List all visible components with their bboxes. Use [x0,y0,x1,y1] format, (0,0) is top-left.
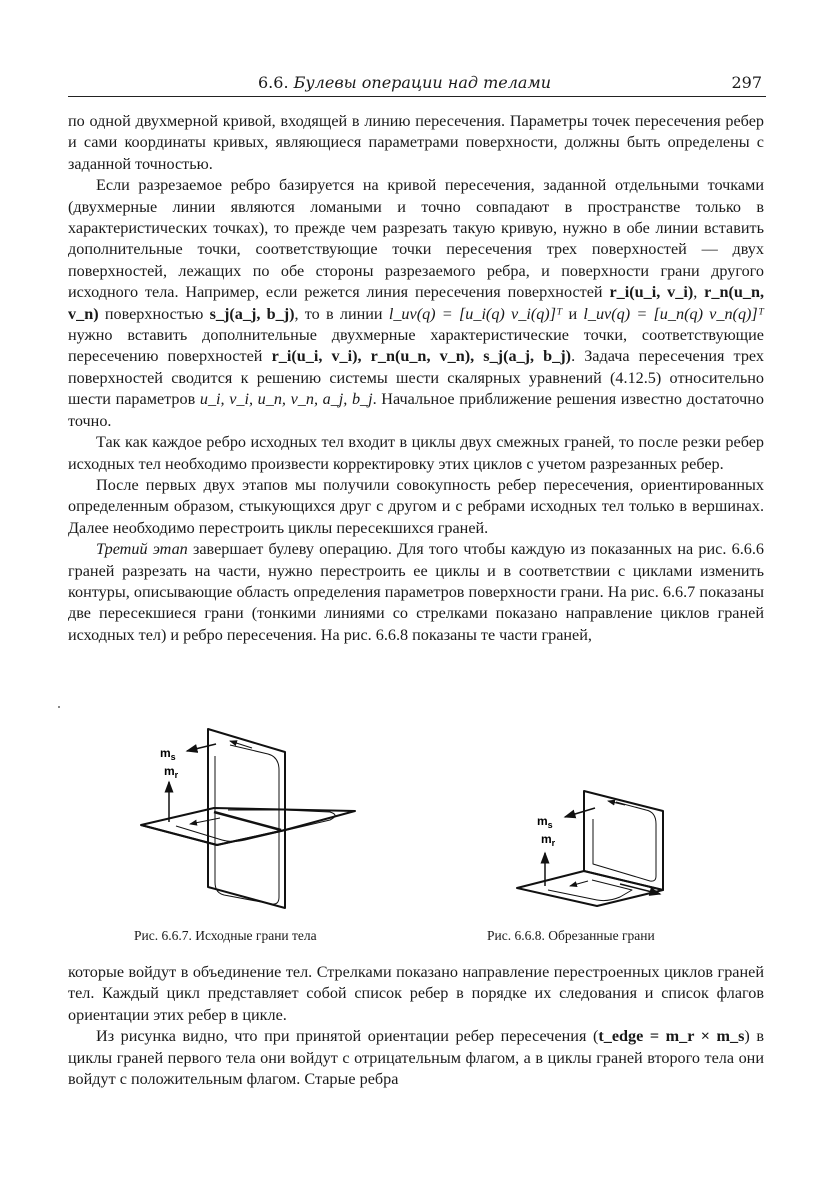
figure-6-6-7-diagram [120,720,380,920]
header-section-number: 6.6. [258,73,289,92]
label-mr: $m_r$ [164,764,179,780]
math-params: u_i, v_i, u_n, v_n, a_j, b_j [199,390,373,409]
page-number: 297 [731,73,762,92]
math-l-uv-i: l_uv(q) = [u_i(q) v_i(q)]ᵀ [388,304,563,323]
body-text-top [68,111,764,646]
header-rule [68,96,766,97]
math-r-i: r_i(u_i, v_i) [609,283,694,302]
text-run: Если разрезаемое ребро базируется на кривой пересечения, заданной отдельными точками (двухмерные линии являются ломаными и точно совпадают в пространстве только в характеристических точках), то прежде чем разрезать такую кривую, нужно в обе линии вставить дополнительные точки, соответствующие точки пересечения трех поверхностей — двух поверхностей, лежащих по обе стороны разрезаемого ребра, и поверхности грани другого исходного тела. Например, если режется линия пересечения поверхностей [68,176,764,302]
math-r-n: r_n(u_n, v_n) [68,283,764,323]
text-run: и [562,304,584,323]
text-run: завершает булеву операцию. Для того чтобы каждую из показанных на рис. 6.6.6 граней разрезать на части, нужно перестроить ее циклы и в соответствии с циклами изменить контуры, описывающие область определения параметров поверхности грани. На рис. 6.6.7 показаны две пересекшиеся грани (тонкими линиями со стрелками показано направление циклов граней исходных тел) и ребро пересечения. На рис. 6.6.8 показаны те части граней, [68,540,764,644]
text-run: ) в циклы граней первого тела они войдут с отрицательным флагом, а в циклы граней второго тела они войдут с положительным флагом. Старые ребра [68,1027,764,1089]
body-text-bottom [68,962,764,1090]
text-run: Из рисунка видно, что при принятой ориентации ребер пересечения ( [96,1027,599,1046]
scan-artifact [58,706,60,708]
emphasis-third-stage: Третий этап [96,540,188,559]
paragraph-5 [68,539,764,646]
header-section-title [258,73,551,92]
paragraph-2 [68,175,764,432]
paragraph-1: по одной двухмерной кривой, входящей в линию пересечения. Параметры точек пересечения ребер и сами координаты кривых, являющиеся параметрами поверхности, должны быть определены с заданной точностью. [68,112,764,173]
running-header [68,73,766,97]
text-run: поверхностью [98,304,210,323]
text-run: . Задача пересечения трех поверхностей сводится к решению системы шести скалярных уравнений (4.12.5) относительно шести параметров [68,347,764,409]
paragraph-4: После первых двух этапов мы получили совокупность ребер пересечения, ориентированных определенным образом, стыкующихся друг с другом и с ребрами исходных тел только в вершинах. Далее необходимо перестроить циклы пересекшихся граней. [68,475,764,537]
header-section-name: Булевы операции над телами [293,73,552,92]
figure-6-6-8-diagram [500,780,700,910]
math-l-uv-n: l_uv(q) = [u_n(q) v_n(q)]ᵀ [583,304,764,323]
text-run: , то в линии [294,304,389,323]
label-ms: $m_s$ [537,814,553,830]
math-t-edge: t_edge = m_r × m_s [598,1027,745,1046]
paragraph-6: которые войдут в объединение тел. Стрелками показано направление перестроенных циклов граней тел. Каждый цикл представляет собой список ребер в порядке их следования и список флагов ориентации этих ребер в цикле. [68,963,764,1024]
figure-6-6-8-caption: Рис. 6.6.8. Обрезанные грани [487,928,655,943]
text-run: нужно вставить дополнительные двухмерные характеристические точки, соответствующие пересечению поверхностей [68,326,764,366]
paragraph-3: Так как каждое ребро исходных тел входит в циклы двух смежных граней, то после резки ребер исходных тел необходимо произвести корректировку этих циклов с учетом разрезанных ребер. [68,433,764,473]
figure-6-6-7-caption: Рис. 6.6.7. Исходные грани тела [134,928,317,943]
math-surfaces: r_i(u_i, v_i), r_n(u_n, v_n), s_j(a_j, b_j) [271,347,572,366]
label-ms: $m_s$ [160,746,176,762]
text-run: , [693,283,705,302]
label-mr: $m_r$ [541,832,556,848]
text-run: . Начальное приближение решения известно достаточно точно. [68,390,764,430]
math-s-j: s_j(a_j, b_j) [209,304,295,323]
paragraph-7 [68,1026,764,1090]
